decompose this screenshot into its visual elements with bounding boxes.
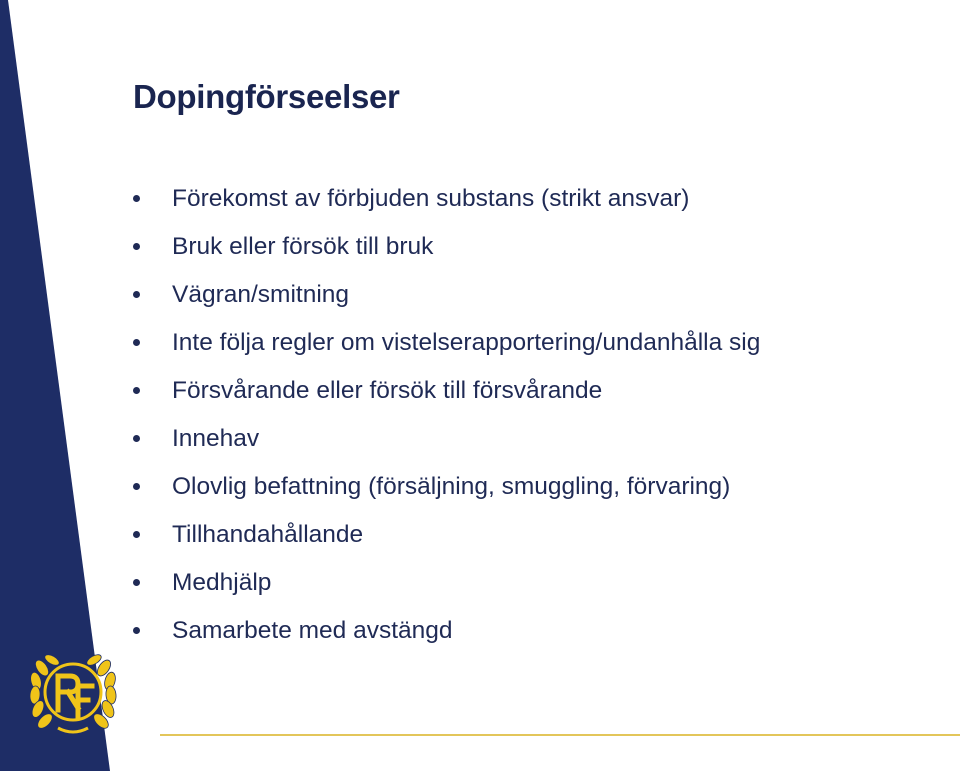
bullet-item (133, 518, 933, 566)
bullet-dot-icon (133, 435, 140, 442)
slide-title: Dopingförseelser (133, 78, 400, 115)
bullet-item (133, 470, 933, 518)
bullet-item (133, 374, 933, 422)
bullet-text: Bruk eller försök till bruk (172, 233, 434, 260)
bullet-item (133, 278, 933, 326)
bullet-text: Medhjälp (172, 569, 272, 596)
bullet-dot-icon (133, 243, 140, 250)
bullet-item (133, 230, 933, 278)
bullet-list (133, 182, 933, 662)
bullet-dot-icon (133, 579, 140, 586)
bullet-dot-icon (133, 627, 140, 634)
rf-wreath-logo-icon (28, 648, 118, 738)
footer-divider (160, 734, 960, 736)
bullet-text: Försvårande eller försök till försvårande (172, 377, 603, 404)
bullet-dot-icon (133, 195, 140, 202)
bullet-dot-icon (133, 339, 140, 346)
bullet-text: Inte följa regler om vistelserapportering/undanhålla sig (172, 329, 761, 356)
bullet-text: Olovlig befattning (försäljning, smuggling, förvaring) (172, 473, 731, 500)
bullet-item (133, 614, 933, 662)
bullet-item (133, 566, 933, 614)
bullet-text: Samarbete med avstängd (172, 617, 453, 644)
bullet-item (133, 326, 933, 374)
bullet-item (133, 182, 933, 230)
bullet-text: Vägran/smitning (172, 281, 350, 308)
bullet-text: Tillhandahållande (172, 521, 364, 548)
bullet-text: Förekomst av förbjuden substans (strikt ansvar) (172, 185, 690, 212)
bullet-item (133, 422, 933, 470)
bullet-dot-icon (133, 483, 140, 490)
bullet-dot-icon (133, 291, 140, 298)
bullet-text: Innehav (172, 425, 260, 452)
bullet-dot-icon (133, 531, 140, 538)
bullet-dot-icon (133, 387, 140, 394)
